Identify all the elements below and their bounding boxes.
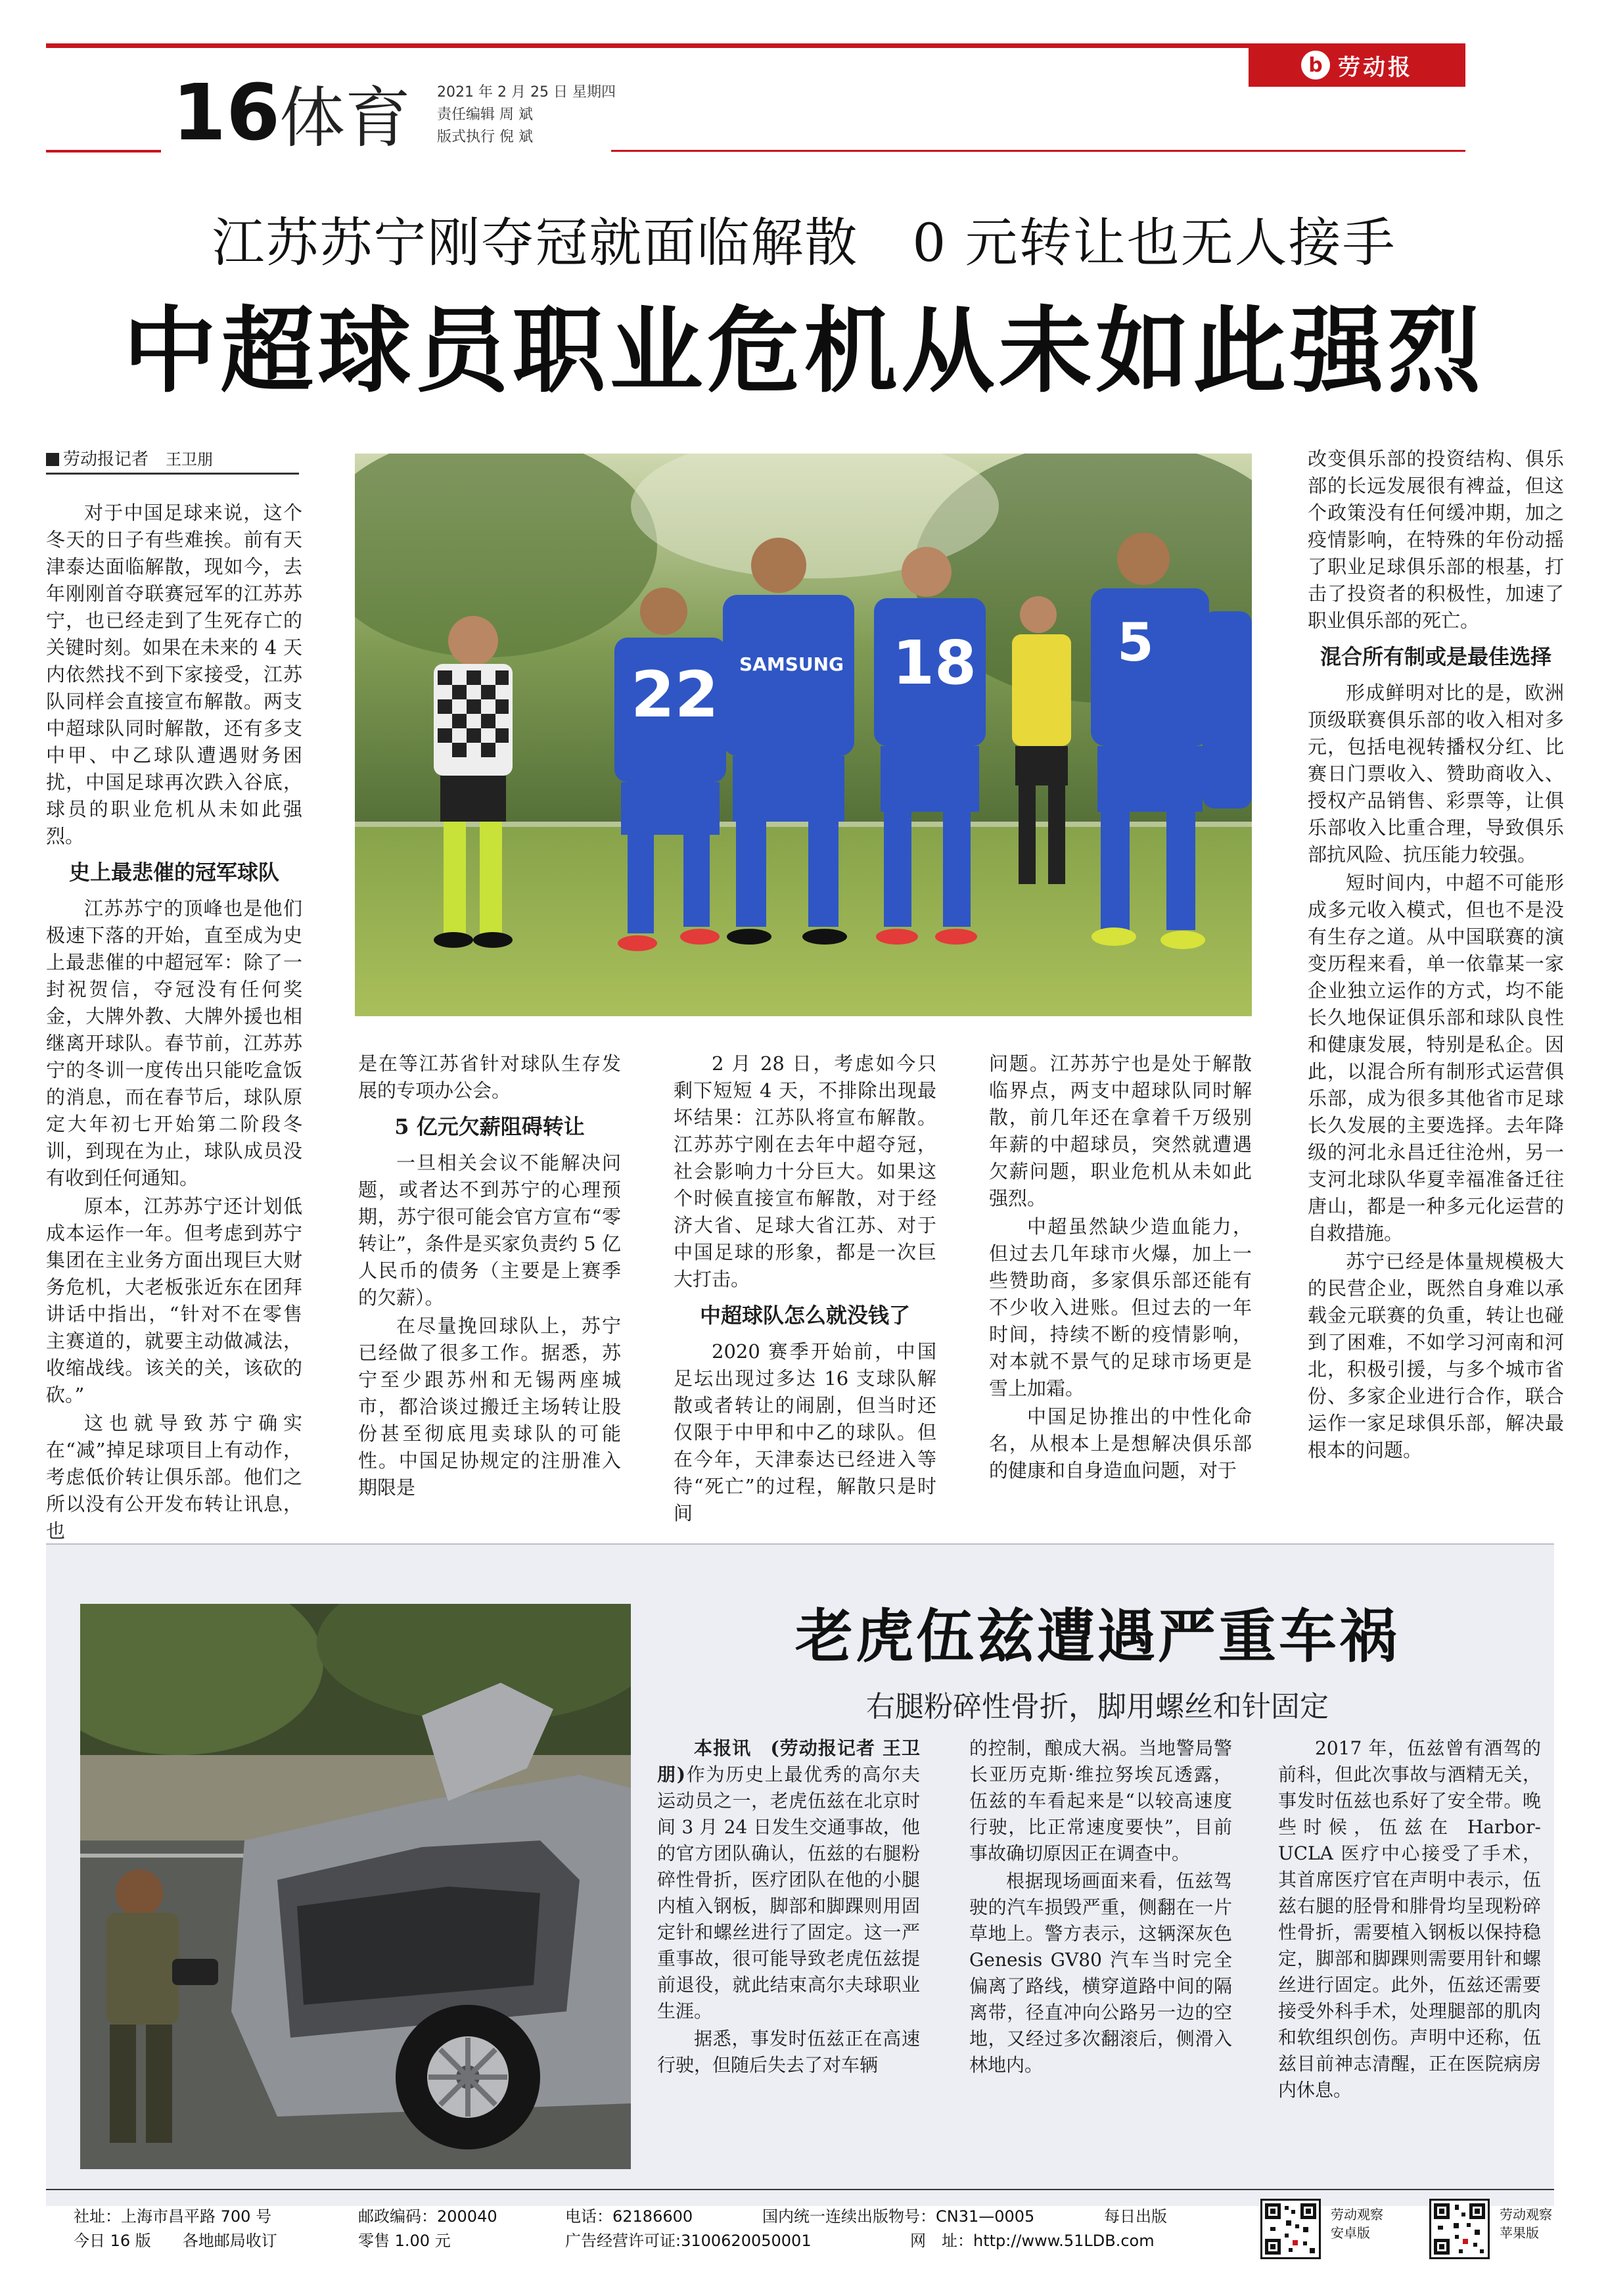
paragraph: 中国足协推出的中性化命名，从根本上是想解决俱乐部的健康和自身造血问题，对于: [989, 1405, 1252, 1482]
paragraph: 2020 赛季开始前，中国足坛出现过多达 16 支球队解散或者转让的闹剧，但当时还仅限于中甲和中乙的球队。但在今年，天津泰达已经进入等待“死亡”的过程，解散只是时间: [674, 1340, 936, 1524]
paragraph: 的控制，酿成大祸。当地警局警长亚历克斯·维拉努埃瓦透露，伍兹的车看起来是“以较高速度行驶，比正常速度要快”，目前事故确切原因正在调查中。: [969, 1737, 1232, 1864]
layout-line: 版式执行 倪 斌: [437, 129, 533, 145]
paragraph: 这也就导致苏宁确实在“减”掉足球项目上有动作，考虑低价转让俱乐部。他们之所以没有公开发布转让讯息，也: [46, 1412, 302, 1542]
paragraph: 2 月 28 日，考虑如今只剩下短短 4 天，不排除出现最坏结果：江苏队将宣布解散。江苏苏宁刚在去年中超夺冠，社会影响力十分巨大。如果这个时候直接宣布解散，对于经济大省、足球大省江苏、对于中国足球的形象，都是一次巨大打击。: [674, 1052, 936, 1290]
qr-code-icon[interactable]: [1260, 2199, 1321, 2259]
article-column-4: [989, 1050, 1252, 1486]
footer-ad-license: 广告经营许可证:3100620050001: [565, 2232, 812, 2250]
byline-name: 王卫朋: [166, 450, 214, 469]
issue-date: 2021 年 2 月 25 日 星期四: [437, 84, 616, 101]
svg-text:SAMSUNG: SAMSUNG: [739, 653, 844, 675]
svg-text:18: 18: [892, 628, 977, 698]
paragraph: 2017 年，伍兹曾有酒驾的前科，但此次事故与酒精无关，事发时伍兹也系好了安全带。晚些时候，伍兹在 Harbor-UCLA 医疗中心接受了手术，其首席医疗官在声明中表示，伍兹右腿的胫骨和腓骨均呈现粉碎性骨折，需要植入钢板以保持稳定，脚部和脚踝则需要用针和螺丝进行固定。此外，伍兹还需要接受外科手术，处理腿部的肌肉和软组织创伤。声明中还称，伍兹目前神志清醒，正在医院病房内休息。: [1278, 1737, 1541, 2101]
article-headline: 中超球员职业危机从未如此强烈: [123, 296, 1485, 406]
tiger-column-1: [657, 1735, 920, 2080]
laodongbao-logo-icon: b: [1301, 51, 1330, 80]
subheading: 史上最悲催的冠军球队: [68, 860, 279, 885]
paragraph: 中超虽然缺少造血能力，但过去几年球市火爆，加上一些赞助商，多家俱乐部还能有不少收入进账。但过去的一年时间，持续不断的疫情影响，对本就不景气的足球市场更是雪上加霜。: [989, 1215, 1252, 1399]
newspaper-logo: [1249, 43, 1465, 87]
section-title: 体育: [279, 80, 411, 156]
footer-daily: 每日出版: [1104, 2207, 1167, 2226]
article-column-2: [358, 1050, 621, 1503]
issue-meta: [437, 82, 616, 149]
logo-text: 劳动报: [1338, 54, 1413, 81]
qr-label-ios: [1500, 2205, 1552, 2242]
subheading: 5 亿元欠薪阻碍转让: [394, 1114, 585, 1139]
article-column-5: [1308, 446, 1564, 1465]
page-number: 16: [172, 67, 281, 158]
footer-price: 零售 1.00 元: [358, 2232, 451, 2250]
paragraph: 据悉，事发时伍兹正在高速行驶，但随后失去了对车辆: [657, 2028, 920, 2076]
paragraph: 原本，江苏苏宁还计划低成本运作一年。但考虑到苏宁集团在主业务方面出现巨大财务危机，大老板张近东在团拜讲话中指出，“针对不在零售主赛道的，就要主动做减法，收缩战线。该关的关，该砍的砍。”: [46, 1195, 302, 1406]
article-column-3: [674, 1050, 936, 1528]
tiger-column-2: [969, 1735, 1232, 2080]
tiger-headline: 老虎伍兹遭遇严重车祸: [794, 1602, 1400, 1670]
qr-label-line: 安卓版: [1331, 2225, 1370, 2241]
lead-text: 作为历史上最优秀的高尔夫运动员之一，老虎伍兹在北京时间 3 月 24 日发生交通事故，他的官方团队确认，伍兹的右腿粉碎性骨折，医疗团队在他的小腿内植入钢板，脚部和脚踝则用固定针和螺丝进行了固定。这一严重事故，很可能导致老虎伍兹提前退役，就此结束高尔夫球职业生涯。: [657, 1764, 920, 2022]
tiger-subheadline: 右腿粉碎性骨折，脚用螺丝和针固定: [866, 1690, 1329, 1723]
byline-tag: 劳动报记者: [63, 450, 149, 469]
svg-text:22: 22: [631, 658, 719, 732]
footer-issn: 国内统一连续出版物号：CN31—0005: [762, 2207, 1035, 2226]
article-kicker: 江苏苏宁刚夺冠就面临解散 0 元转让也无人接手: [212, 212, 1396, 273]
footer-phone: 电话：62186600: [565, 2207, 693, 2226]
paragraph: 一旦相关会议不能解决问题，或者达不到苏宁的心理预期，苏宁很可能会官方宣布“零转让”，条件是买家负责约 5 亿人民币的债务（主要是上赛季的欠薪）。: [358, 1152, 621, 1309]
editor-line: 责任编辑 周 斌: [437, 106, 533, 123]
footer-website[interactable]: 网 址：http://www.51LDB.com: [910, 2232, 1155, 2250]
lead-tag: 本报讯 (劳动报记者 王卫朋): [657, 1737, 920, 1785]
paragraph: 形成鲜明对比的是，欧洲顶级联赛俱乐部的收入相对多元，包括电视转播权分红、比赛日门票收入、赞助商收入、授权产品销售、彩票等，让俱乐部收入比重合理，导致俱乐部抗风险、抗压能力较强。: [1308, 682, 1564, 866]
paragraph: 是在等江苏省针对球队生存发展的专项办公会。: [358, 1052, 621, 1102]
tiger-column-3: [1278, 1735, 1541, 2105]
paragraph: 改变俱乐部的投资结构、俱乐部的长远发展很有裨益，但这个政策没有任何缓冲期，加之疫情影响，在特殊的年份动摇了职业足球俱乐部的根基，打击了投资者的积极性，加速了职业俱乐部的死亡。: [1308, 448, 1564, 632]
paragraph: 苏宁已经是体量规模极大的民营企业，既然自身难以承载金元联赛的负重，转让也碰到了困难，不如学习河南和河北，积极引援，与多个城市省份、多家企业进行合作，联合运作一家足球俱乐部，解决最根本的问题。: [1308, 1250, 1564, 1461]
byline: [46, 446, 299, 475]
paragraph: 根据现场画面来看，伍兹驾驶的汽车损毁严重，侧翻在一片草地上。警方表示，这辆深灰色 Genesis GV80 汽车当时完全偏离了路线，横穿道路中间的隔离带，径直冲向公路另一边的空地，又经过多次翻滚后，侧滑入林地内。: [969, 1870, 1232, 2076]
footer-pages: 今日 16 版 各地邮局收订: [74, 2232, 277, 2250]
byline-square-icon: [46, 453, 59, 466]
paragraph: 在尽量挽回球队上，苏宁已经做了很多工作。据悉，苏宁至少跟苏州和无锡两座城市，都洽谈过搬迁主场转让股份甚至彻底甩卖球队的可能性。中国足协规定的注册准入期限是: [358, 1315, 621, 1499]
subheading: 混合所有制或是最佳选择: [1320, 644, 1551, 669]
qr-label-android: [1331, 2205, 1383, 2242]
footer-postcode: 邮政编码：200040: [358, 2207, 497, 2226]
paragraph: 江苏苏宁的顶峰也是他们极速下落的开始，直至成为史上最悲催的中超冠军：除了一封祝贺信，夺冠没有任何奖金，大牌外教、大牌外援也相继离开球队。春节前，江苏苏宁的冬训一度传出只能吃盒饭的消息，而在春节后，球队原定大年初七开始第二阶段冬训，到现在为止，球队成员没有收到任何通知。: [46, 897, 302, 1189]
paragraph: 对于中国足球来说，这个冬天的日子有些难挨。前有天津泰达面临解散，现如今，去年刚刚首夺联赛冠军的江苏苏宁，也已经走到了生死存亡的关键时刻。如果在未来的 4 天内依然找不到下家接受，江苏队同样会直接宣布解散。两支中超球队同时解散，还有多支中甲、中乙球队遭遇财务困扰，中国足球再次跌入谷底，球员的职业危机从未如此强烈。: [46, 502, 302, 847]
footer-address: 社址：上海市昌平路 700 号: [74, 2207, 272, 2226]
crashed-car-photo: [80, 1604, 631, 2169]
subheading: 中超球队怎么就没钱了: [699, 1303, 910, 1328]
qr-code-icon[interactable]: [1429, 2199, 1490, 2259]
svg-text:5: 5: [1117, 612, 1154, 673]
paragraph: 问题。江苏苏宁也是处于解散临界点，两支中超球队同时解散，前几年还在拿着千万级别年薪的中超球员，突然就遭遇欠薪问题，职业危机从未如此强烈。: [989, 1052, 1252, 1209]
qr-label-line: 劳动观察: [1331, 2207, 1383, 2222]
qr-label-line: 劳动观察: [1500, 2207, 1552, 2222]
qr-label-line: 苹果版: [1500, 2225, 1539, 2241]
header-left-rule: [46, 150, 161, 152]
paragraph: [657, 1735, 920, 2025]
footer-rule: [46, 2189, 1554, 2190]
football-team-photo: [355, 454, 1252, 1016]
article-column-1: [46, 500, 302, 1546]
paragraph: 短时间内，中超不可能形成多元收入模式，但也不是没有生存之道。从中国联赛的演变历程来看，单一依靠某一家企业独立运作的方式，均不能长久地保证俱乐部和球队良性和健康发展，特别是私企。因此，以混合所有制形式运营俱乐部，成为很多其他省市足球长久发展的主要选择。去年降级的河北永昌迁往沧州，另一支河北球队华夏幸福准备迁往唐山，都是一种多元化运营的自救措施。: [1308, 872, 1564, 1244]
header-right-rule: [611, 150, 1465, 152]
